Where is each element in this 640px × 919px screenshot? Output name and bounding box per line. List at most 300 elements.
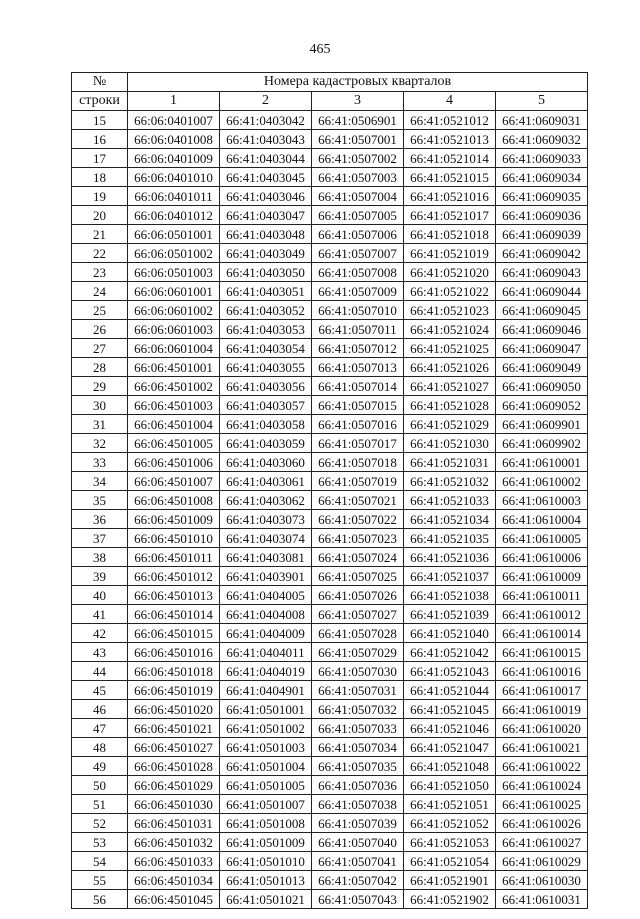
row-number: 31 <box>72 415 128 434</box>
row-number: 55 <box>72 871 128 890</box>
cadastral-number-cell: 66:06:4501015 <box>128 624 220 643</box>
cadastral-number-cell: 66:41:0610016 <box>496 662 588 681</box>
cadastral-number-cell: 66:41:0610006 <box>496 548 588 567</box>
row-number: 39 <box>72 567 128 586</box>
cadastral-number-cell: 66:41:0521046 <box>404 719 496 738</box>
group-title: Номера кадастровых кварталов <box>128 73 588 92</box>
table-row <box>72 757 588 776</box>
cadastral-number-cell: 66:41:0501013 <box>220 871 312 890</box>
cadastral-number-cell: 66:41:0521032 <box>404 472 496 491</box>
cadastral-number-cell: 66:41:0404005 <box>220 586 312 605</box>
cadastral-number-cell: 66:41:0521020 <box>404 263 496 282</box>
cadastral-number-cell: 66:41:0610002 <box>496 472 588 491</box>
row-number: 24 <box>72 282 128 301</box>
cadastral-number-cell: 66:41:0521013 <box>404 130 496 149</box>
cadastral-number-cell: 66:41:0521022 <box>404 282 496 301</box>
cadastral-number-cell: 66:41:0507011 <box>312 320 404 339</box>
cadastral-number-cell: 66:41:0507031 <box>312 681 404 700</box>
table-row <box>72 871 588 890</box>
cadastral-number-cell: 66:06:0601004 <box>128 339 220 358</box>
cadastral-number-cell: 66:41:0507008 <box>312 263 404 282</box>
cadastral-number-cell: 66:41:0403073 <box>220 510 312 529</box>
cadastral-number-cell: 66:06:4501018 <box>128 662 220 681</box>
row-number: 38 <box>72 548 128 567</box>
cadastral-number-cell: 66:41:0610004 <box>496 510 588 529</box>
column-header-2: 2 <box>220 92 312 111</box>
cadastral-number-cell: 66:41:0521026 <box>404 358 496 377</box>
row-number: 37 <box>72 529 128 548</box>
cadastral-number-cell: 66:41:0403044 <box>220 149 312 168</box>
row-number: 23 <box>72 263 128 282</box>
cadastral-number-cell: 66:41:0521035 <box>404 529 496 548</box>
table-row <box>72 719 588 738</box>
cadastral-number-cell: 66:06:0601002 <box>128 301 220 320</box>
cadastral-number-cell: 66:06:4501021 <box>128 719 220 738</box>
cadastral-number-cell: 66:41:0609050 <box>496 377 588 396</box>
table-row <box>72 681 588 700</box>
row-number: 51 <box>72 795 128 814</box>
column-header-5: 5 <box>496 92 588 111</box>
cadastral-number-cell: 66:41:0403062 <box>220 491 312 510</box>
table-row <box>72 244 588 263</box>
cadastral-number-cell: 66:41:0521019 <box>404 244 496 263</box>
cadastral-number-cell: 66:41:0521044 <box>404 681 496 700</box>
cadastral-number-cell: 66:06:0401010 <box>128 168 220 187</box>
table-row <box>72 814 588 833</box>
cadastral-number-cell: 66:41:0501009 <box>220 833 312 852</box>
cadastral-number-cell: 66:41:0610003 <box>496 491 588 510</box>
cadastral-number-cell: 66:41:0507019 <box>312 472 404 491</box>
table-row <box>72 852 588 871</box>
row-number: 25 <box>72 301 128 320</box>
cadastral-number-cell: 66:41:0609047 <box>496 339 588 358</box>
cadastral-number-cell: 66:41:0521053 <box>404 833 496 852</box>
table-row <box>72 776 588 795</box>
cadastral-number-cell: 66:06:4501033 <box>128 852 220 871</box>
cadastral-number-cell: 66:41:0521025 <box>404 339 496 358</box>
cadastral-number-cell: 66:06:0401011 <box>128 187 220 206</box>
cadastral-number-cell: 66:41:0610011 <box>496 586 588 605</box>
row-number: 54 <box>72 852 128 871</box>
cadastral-number-cell: 66:41:0507040 <box>312 833 404 852</box>
cadastral-number-cell: 66:41:0521030 <box>404 434 496 453</box>
cadastral-number-cell: 66:06:4501002 <box>128 377 220 396</box>
cadastral-number-cell: 66:06:4501013 <box>128 586 220 605</box>
cadastral-number-cell: 66:41:0507018 <box>312 453 404 472</box>
cadastral-number-cell: 66:41:0507035 <box>312 757 404 776</box>
cadastral-number-cell: 66:41:0521027 <box>404 377 496 396</box>
cadastral-number-cell: 66:41:0521052 <box>404 814 496 833</box>
table-row <box>72 225 588 244</box>
cadastral-number-cell: 66:41:0501004 <box>220 757 312 776</box>
cadastral-number-cell: 66:06:0401008 <box>128 130 220 149</box>
cadastral-number-cell: 66:41:0507004 <box>312 187 404 206</box>
cadastral-number-cell: 66:41:0506901 <box>312 111 404 130</box>
table-row <box>72 548 588 567</box>
cadastral-number-cell: 66:41:0521031 <box>404 453 496 472</box>
cadastral-number-cell: 66:41:0521050 <box>404 776 496 795</box>
cadastral-number-cell: 66:41:0521017 <box>404 206 496 225</box>
cadastral-number-cell: 66:06:0601003 <box>128 320 220 339</box>
table-row <box>72 643 588 662</box>
row-number: 27 <box>72 339 128 358</box>
cadastral-number-cell: 66:41:0610014 <box>496 624 588 643</box>
cadastral-number-cell: 66:41:0610022 <box>496 757 588 776</box>
table-row <box>72 263 588 282</box>
cadastral-number-cell: 66:41:0501003 <box>220 738 312 757</box>
row-number: 35 <box>72 491 128 510</box>
row-number: 34 <box>72 472 128 491</box>
cadastral-number-cell: 66:41:0403058 <box>220 415 312 434</box>
cadastral-number-cell: 66:41:0507041 <box>312 852 404 871</box>
cadastral-number-cell: 66:41:0609901 <box>496 415 588 434</box>
table-row <box>72 700 588 719</box>
table-row <box>72 301 588 320</box>
row-number: 46 <box>72 700 128 719</box>
table-row <box>72 130 588 149</box>
cadastral-number-cell: 66:41:0609045 <box>496 301 588 320</box>
row-number: 20 <box>72 206 128 225</box>
cadastral-number-cell: 66:06:4501019 <box>128 681 220 700</box>
cadastral-number-cell: 66:41:0521012 <box>404 111 496 130</box>
table-row <box>72 168 588 187</box>
cadastral-number-cell: 66:41:0521901 <box>404 871 496 890</box>
cadastral-number-cell: 66:41:0507042 <box>312 871 404 890</box>
cadastral-number-cell: 66:41:0610012 <box>496 605 588 624</box>
cadastral-number-cell: 66:41:0610001 <box>496 453 588 472</box>
row-number: 43 <box>72 643 128 662</box>
row-number: 52 <box>72 814 128 833</box>
cadastral-number-cell: 66:06:4501004 <box>128 415 220 434</box>
cadastral-number-cell: 66:06:4501030 <box>128 795 220 814</box>
row-number: 47 <box>72 719 128 738</box>
cadastral-number-cell: 66:41:0609031 <box>496 111 588 130</box>
table-row <box>72 567 588 586</box>
cadastral-number-cell: 66:41:0521024 <box>404 320 496 339</box>
row-number-header-label: строки <box>72 92 128 111</box>
cadastral-number-cell: 66:41:0403060 <box>220 453 312 472</box>
cadastral-number-cell: 66:41:0521016 <box>404 187 496 206</box>
cadastral-number-cell: 66:41:0403047 <box>220 206 312 225</box>
table-header-row-bottom <box>72 92 588 111</box>
cadastral-number-cell: 66:41:0521015 <box>404 168 496 187</box>
row-number: 50 <box>72 776 128 795</box>
row-number: 56 <box>72 890 128 909</box>
cadastral-number-cell: 66:06:4501014 <box>128 605 220 624</box>
row-number: 32 <box>72 434 128 453</box>
cadastral-number-cell: 66:06:4501003 <box>128 396 220 415</box>
cadastral-number-cell: 66:41:0609052 <box>496 396 588 415</box>
cadastral-number-cell: 66:06:0601001 <box>128 282 220 301</box>
cadastral-number-cell: 66:41:0507001 <box>312 130 404 149</box>
cadastral-number-cell: 66:41:0521048 <box>404 757 496 776</box>
table-row <box>72 320 588 339</box>
row-number: 21 <box>72 225 128 244</box>
table-header-row-top <box>72 73 588 92</box>
cadastral-number-cell: 66:41:0403059 <box>220 434 312 453</box>
cadastral-number-cell: 66:06:0501001 <box>128 225 220 244</box>
table-row <box>72 510 588 529</box>
cadastral-number-cell: 66:41:0610021 <box>496 738 588 757</box>
cadastral-number-cell: 66:06:4501012 <box>128 567 220 586</box>
cadastral-number-cell: 66:41:0610019 <box>496 700 588 719</box>
cadastral-number-cell: 66:41:0507036 <box>312 776 404 795</box>
cadastral-number-cell: 66:41:0507003 <box>312 168 404 187</box>
table-row <box>72 795 588 814</box>
cadastral-number-cell: 66:41:0403061 <box>220 472 312 491</box>
cadastral-number-cell: 66:06:4501034 <box>128 871 220 890</box>
cadastral-number-cell: 66:41:0507014 <box>312 377 404 396</box>
cadastral-number-cell: 66:41:0501008 <box>220 814 312 833</box>
cadastral-number-cell: 66:41:0507021 <box>312 491 404 510</box>
cadastral-number-cell: 66:41:0610024 <box>496 776 588 795</box>
cadastral-number-cell: 66:41:0507030 <box>312 662 404 681</box>
cadastral-number-cell: 66:41:0403046 <box>220 187 312 206</box>
cadastral-number-cell: 66:41:0610030 <box>496 871 588 890</box>
row-number: 53 <box>72 833 128 852</box>
cadastral-number-cell: 66:41:0501007 <box>220 795 312 814</box>
cadastral-number-cell: 66:41:0403056 <box>220 377 312 396</box>
row-number: 49 <box>72 757 128 776</box>
table-row <box>72 491 588 510</box>
row-number: 40 <box>72 586 128 605</box>
cadastral-number-cell: 66:06:0401009 <box>128 149 220 168</box>
row-number: 26 <box>72 320 128 339</box>
cadastral-number-cell: 66:41:0403042 <box>220 111 312 130</box>
row-number: 42 <box>72 624 128 643</box>
cadastral-number-cell: 66:41:0403050 <box>220 263 312 282</box>
cadastral-number-cell: 66:06:4501009 <box>128 510 220 529</box>
cadastral-number-cell: 66:41:0507015 <box>312 396 404 415</box>
cadastral-number-cell: 66:41:0609043 <box>496 263 588 282</box>
cadastral-number-cell: 66:41:0403081 <box>220 548 312 567</box>
cadastral-number-cell: 66:41:0609049 <box>496 358 588 377</box>
cadastral-number-cell: 66:41:0609032 <box>496 130 588 149</box>
cadastral-number-cell: 66:41:0609039 <box>496 225 588 244</box>
cadastral-number-cell: 66:06:4501006 <box>128 453 220 472</box>
cadastral-number-cell: 66:41:0507009 <box>312 282 404 301</box>
cadastral-number-cell: 66:41:0403057 <box>220 396 312 415</box>
table-row <box>72 472 588 491</box>
cadastral-number-cell: 66:41:0507043 <box>312 890 404 909</box>
column-header-3: 3 <box>312 92 404 111</box>
table-row <box>72 586 588 605</box>
cadastral-number-cell: 66:41:0609033 <box>496 149 588 168</box>
cadastral-number-cell: 66:41:0610017 <box>496 681 588 700</box>
row-number: 16 <box>72 130 128 149</box>
table-row <box>72 833 588 852</box>
cadastral-number-cell: 66:41:0507016 <box>312 415 404 434</box>
cadastral-number-cell: 66:41:0521047 <box>404 738 496 757</box>
cadastral-number-cell: 66:41:0403053 <box>220 320 312 339</box>
cadastral-number-cell: 66:41:0521028 <box>404 396 496 415</box>
table-row <box>72 890 588 909</box>
cadastral-number-cell: 66:41:0501001 <box>220 700 312 719</box>
table-row <box>72 339 588 358</box>
table-row <box>72 111 588 130</box>
cadastral-number-cell: 66:41:0609042 <box>496 244 588 263</box>
cadastral-number-cell: 66:06:4501028 <box>128 757 220 776</box>
table-row <box>72 149 588 168</box>
cadastral-number-cell: 66:41:0507005 <box>312 206 404 225</box>
table-row <box>72 187 588 206</box>
cadastral-number-cell: 66:41:0521043 <box>404 662 496 681</box>
column-header-4: 4 <box>404 92 496 111</box>
cadastral-number-cell: 66:41:0521018 <box>404 225 496 244</box>
cadastral-number-cell: 66:41:0521014 <box>404 149 496 168</box>
table-row <box>72 738 588 757</box>
cadastral-number-cell: 66:41:0403043 <box>220 130 312 149</box>
cadastral-number-cell: 66:41:0610020 <box>496 719 588 738</box>
page-number: 465 <box>309 42 331 57</box>
cadastral-number-cell: 66:06:4501007 <box>128 472 220 491</box>
cadastral-number-cell: 66:41:0507032 <box>312 700 404 719</box>
cadastral-number-cell: 66:41:0404901 <box>220 681 312 700</box>
row-number: 36 <box>72 510 128 529</box>
cadastral-number-cell: 66:41:0404019 <box>220 662 312 681</box>
cadastral-number-cell: 66:41:0403045 <box>220 168 312 187</box>
cadastral-number-cell: 66:41:0521051 <box>404 795 496 814</box>
cadastral-number-cell: 66:41:0404011 <box>220 643 312 662</box>
cadastral-number-cell: 66:06:4501016 <box>128 643 220 662</box>
cadastral-number-cell: 66:41:0609035 <box>496 187 588 206</box>
cadastral-number-cell: 66:41:0403051 <box>220 282 312 301</box>
column-header-1: 1 <box>128 92 220 111</box>
cadastral-number-cell: 66:41:0609036 <box>496 206 588 225</box>
cadastral-number-cell: 66:41:0507006 <box>312 225 404 244</box>
cadastral-number-cell: 66:41:0609902 <box>496 434 588 453</box>
table-row <box>72 396 588 415</box>
cadastral-number-cell: 66:41:0521902 <box>404 890 496 909</box>
cadastral-number-cell: 66:41:0507022 <box>312 510 404 529</box>
table-row <box>72 377 588 396</box>
cadastral-number-cell: 66:41:0610025 <box>496 795 588 814</box>
cadastral-number-cell: 66:41:0521039 <box>404 605 496 624</box>
cadastral-number-cell: 66:06:4501005 <box>128 434 220 453</box>
cadastral-number-cell: 66:41:0404009 <box>220 624 312 643</box>
cadastral-number-cell: 66:41:0521045 <box>404 700 496 719</box>
row-number: 15 <box>72 111 128 130</box>
cadastral-number-cell: 66:41:0521040 <box>404 624 496 643</box>
cadastral-number-cell: 66:41:0521037 <box>404 567 496 586</box>
cadastral-number-cell: 66:41:0501005 <box>220 776 312 795</box>
cadastral-number-cell: 66:41:0521033 <box>404 491 496 510</box>
row-number: 18 <box>72 168 128 187</box>
cadastral-number-cell: 66:06:4501001 <box>128 358 220 377</box>
cadastral-number-cell: 66:41:0610005 <box>496 529 588 548</box>
row-number: 29 <box>72 377 128 396</box>
cadastral-number-cell: 66:41:0507002 <box>312 149 404 168</box>
cadastral-number-cell: 66:41:0403052 <box>220 301 312 320</box>
cadastral-number-cell: 66:06:0401007 <box>128 111 220 130</box>
cadastral-number-cell: 66:41:0507028 <box>312 624 404 643</box>
cadastral-number-cell: 66:41:0501002 <box>220 719 312 738</box>
table-row <box>72 453 588 472</box>
cadastral-number-cell: 66:41:0609044 <box>496 282 588 301</box>
cadastral-number-cell: 66:06:4501010 <box>128 529 220 548</box>
cadastral-number-cell: 66:41:0609046 <box>496 320 588 339</box>
table-row <box>72 529 588 548</box>
cadastral-number-cell: 66:41:0521054 <box>404 852 496 871</box>
cadastral-number-cell: 66:41:0507017 <box>312 434 404 453</box>
cadastral-number-cell: 66:41:0507013 <box>312 358 404 377</box>
cadastral-number-cell: 66:41:0521036 <box>404 548 496 567</box>
table-row <box>72 415 588 434</box>
row-number: 17 <box>72 149 128 168</box>
cadastral-number-cell: 66:41:0403055 <box>220 358 312 377</box>
cadastral-number-cell: 66:41:0403901 <box>220 567 312 586</box>
row-number: 33 <box>72 453 128 472</box>
cadastral-number-cell: 66:06:4501032 <box>128 833 220 852</box>
cadastral-number-cell: 66:41:0521034 <box>404 510 496 529</box>
table-row <box>72 206 588 225</box>
cadastral-number-cell: 66:41:0507012 <box>312 339 404 358</box>
row-number: 19 <box>72 187 128 206</box>
row-number: 30 <box>72 396 128 415</box>
row-number: 22 <box>72 244 128 263</box>
cadastral-number-cell: 66:41:0507007 <box>312 244 404 263</box>
cadastral-number-cell: 66:41:0507023 <box>312 529 404 548</box>
cadastral-number-cell: 66:41:0507027 <box>312 605 404 624</box>
cadastral-number-cell: 66:41:0501021 <box>220 890 312 909</box>
cadastral-number-cell: 66:41:0507038 <box>312 795 404 814</box>
row-number: 41 <box>72 605 128 624</box>
row-number: 28 <box>72 358 128 377</box>
table-row <box>72 624 588 643</box>
table-row <box>72 434 588 453</box>
table-row <box>72 605 588 624</box>
cadastral-number-cell: 66:41:0403049 <box>220 244 312 263</box>
cadastral-number-cell: 66:06:0501002 <box>128 244 220 263</box>
row-number-header: № <box>72 73 128 92</box>
cadastral-number-cell: 66:06:4501020 <box>128 700 220 719</box>
cadastral-number-cell: 66:41:0403048 <box>220 225 312 244</box>
cadastral-number-cell: 66:41:0507024 <box>312 548 404 567</box>
cadastral-number-cell: 66:06:4501008 <box>128 491 220 510</box>
cadastral-number-cell: 66:41:0610029 <box>496 852 588 871</box>
cadastral-number-cell: 66:06:4501045 <box>128 890 220 909</box>
cadastral-number-cell: 66:41:0610015 <box>496 643 588 662</box>
cadastral-number-cell: 66:41:0521023 <box>404 301 496 320</box>
cadastral-number-cell: 66:06:4501027 <box>128 738 220 757</box>
row-number: 48 <box>72 738 128 757</box>
cadastral-number-cell: 66:41:0403074 <box>220 529 312 548</box>
cadastral-number-cell: 66:06:4501011 <box>128 548 220 567</box>
cadastral-number-cell: 66:41:0521042 <box>404 643 496 662</box>
cadastral-number-cell: 66:06:4501031 <box>128 814 220 833</box>
table-row <box>72 282 588 301</box>
cadastral-number-cell: 66:06:0401012 <box>128 206 220 225</box>
cadastral-number-cell: 66:41:0507039 <box>312 814 404 833</box>
cadastral-number-cell: 66:41:0610026 <box>496 814 588 833</box>
cadastral-number-cell: 66:06:4501029 <box>128 776 220 795</box>
cadastral-number-cell: 66:41:0507029 <box>312 643 404 662</box>
cadastral-number-cell: 66:41:0610009 <box>496 567 588 586</box>
cadastral-number-cell: 66:41:0610031 <box>496 890 588 909</box>
cadastral-number-cell: 66:41:0521029 <box>404 415 496 434</box>
row-number: 44 <box>72 662 128 681</box>
cadastral-number-cell: 66:41:0404008 <box>220 605 312 624</box>
cadastral-number-cell: 66:41:0507025 <box>312 567 404 586</box>
cadastral-quarters-table <box>71 72 588 909</box>
cadastral-number-cell: 66:41:0507026 <box>312 586 404 605</box>
cadastral-number-cell: 66:41:0403054 <box>220 339 312 358</box>
cadastral-number-cell: 66:41:0521038 <box>404 586 496 605</box>
cadastral-number-cell: 66:41:0501010 <box>220 852 312 871</box>
cadastral-number-cell: 66:41:0609034 <box>496 168 588 187</box>
cadastral-number-cell: 66:41:0507010 <box>312 301 404 320</box>
row-number: 45 <box>72 681 128 700</box>
